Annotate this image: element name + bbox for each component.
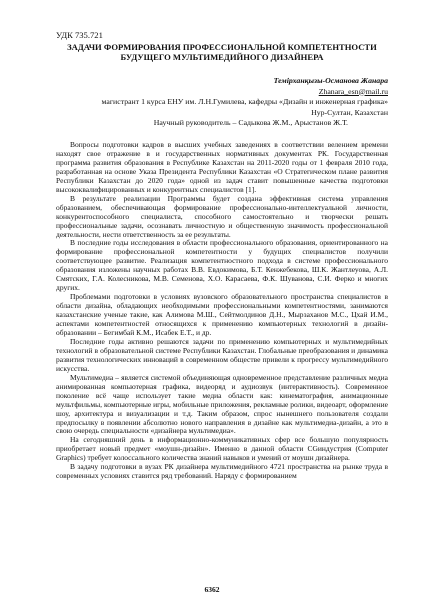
article-title: [56, 42, 388, 62]
author-city: Нур-Султан, Казахстан: [311, 107, 388, 117]
paragraph: В результате реализации Программы будет создана эффективная система управления образованием, обеспечивающая формирование профессионально-интеллектуальной личности, конкурентоспособного специалиста, способного самостоятельно и творчески решать профессиональные задачи, осознавать личностную и общественную значимость профессиональной деятельности, нести ответственность за ее результаты.: [56, 193, 388, 239]
author-name: Темірханқызы-Османова Жанара: [273, 76, 388, 85]
paragraph: Мультимедиа – является системой объединяющая одновременное представление различных медиа анимированная компьютерная графика, видеоряд и аудиозвук (интерактивность). Современное поколение всё чаще использует такие медиа области как: кинематография, анимационные мультфильмы, компьютерные игры, мобильные приложения, рекламные ролики, видеоарт, оформление шоу, архитектура и визуализации и т.д. Таким образом, спрос нынешнего пользователя создали предпосылку в появлении абсолютно нового направления в дизайне как мультимедиа-дизайн, а это в свою очередь специальности «дизайнера мультимедиа».: [56, 372, 388, 436]
author-email[interactable]: Zhanara_esn@mail.ru: [318, 86, 388, 96]
article-title-line-1: ЗАДАЧИ ФОРМИРОВАНИЯ ПРОФЕССИОНАЛЬНОЙ КОМПЕТЕНТНОСТИ: [67, 42, 377, 52]
supervisor: Научный руководитель – Садыкова Ж.М., Арыстанов Ж.Т.: [153, 118, 348, 128]
page-number: 6362: [204, 585, 220, 594]
paragraph: Вопросы подготовки кадров в высших учебных заведениях в соответствии велением времени находят свое отражение в и государственных нормативных документах РК. Государственная программа развития образования в Республике Казахстан на 2011-2020 годы от 1 февраля 2010 года, разработанная на основе Указа Президента Республики Казахстан «О Стратегическом плане развития Республики Казахстан до 2020 года» одной из задач ставит повышенные качества подготовки высококвалифицированных и конкурентных специалистов [1].: [56, 139, 388, 194]
paragraph: В задачу подготовки в вузах РК дизайнера мультимедийного 4721 пространства на рынке труда в современных условиях ставится ряд требований. Наряду с формированием: [56, 462, 388, 481]
paragraph: На сегодняшний день в информационно-коммуникативных сфер все большую популярность приобретает новый предмет «моушн-дизайн». Именно в данной области CGиндустрия (Computer Graphics) требует колоссального количества знаний навыков и умений от моушн дизайнера.: [56, 435, 388, 463]
article-body: [56, 141, 388, 481]
author-position: магистрант 1 курса ЕНУ им. Л.Н.Гумилева, кафедры «Дизайн и инженерная графика»: [101, 97, 388, 107]
article-title-line-2: БУДУЩЕГО МУЛЬТИМЕДИЙНОГО ДИЗАЙНЕРА: [120, 52, 324, 62]
author-block: [56, 76, 388, 129]
paragraph: Последние годы активно решаются задачи по применению компьютерных и мультимедийных технологий в образовательной системе Республики Казахстан. Глобальные преобразования и динамика развития технологических инноваций в современном обществе привели к прогрессу мультимедийного искусства.: [56, 336, 388, 373]
paragraph: Проблемами подготовки в условиях вузовского образовательного пространства специалистов в области дизайна, обладающих необходимыми профессиональными компетентностями, занимаются казахстанские ученые такие, как Алимова М.Ш., Сейтмолдинов Д.Н., Мырзаханов М.С., Цхай И.М., аспектами компетентностей относящихся к применению компьютерных технологий в дизайн-образовании – Бегимбай К.М., Исабек Е.Т., и др.: [56, 292, 388, 337]
paragraph: В последние годы исследования в области профессионального образования, ориентированного на формирование профессиональной компетентности у будущих специалистов получили соответствующее развитие. Реализация компетентностного подхода в системе профессионального образования изложены научных работах В.В. Евдокимова, Б.Т. Кенжебекова, Ш.К. Жантлеуова, А.Л. Смятских, Г.А. Колесникова, М.В. Семеновa, Х.О. Карасаева, Ф.К. Шуванова, С.И. Ферко и многих других.: [56, 238, 388, 293]
udk-code: УДК 735.721: [56, 30, 103, 40]
